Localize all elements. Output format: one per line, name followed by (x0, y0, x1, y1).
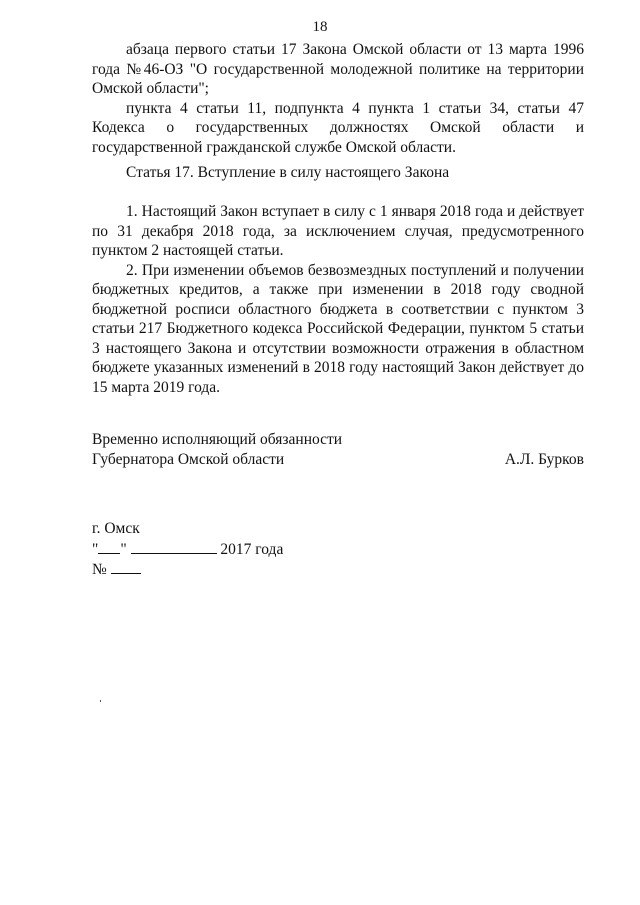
number-label: № (92, 561, 107, 578)
law-text-top (92, 40, 584, 157)
quote-open: " (92, 541, 99, 558)
day-blank (98, 539, 120, 554)
page-number: 18 (312, 19, 328, 35)
paragraph-2: пункта 4 статьи 11, подпункта 4 пункта 1 статьи 34, статьи 47 Кодекса о государственных должностях Омской области и государственной гражданской службе Омской области. (92, 99, 584, 156)
signatory-title (92, 430, 342, 469)
law-text-article (92, 202, 584, 397)
scan-speck (100, 700, 101, 702)
paragraph-3: 1. Настоящий Закон вступает в силу с 1 января 2018 года и действует по 31 декабря 2018 года, за исключением случая, предусмотренного пунктом 2 настоящей статьи. (92, 203, 584, 259)
signatory-name: А.Л. Бурков (504, 451, 584, 468)
year-text: 2017 года (220, 541, 284, 558)
date-line (92, 539, 283, 560)
article-heading: Статья 17. Вступление в силу настоящего Закона (126, 164, 450, 181)
paragraph-4: 2. При изменении объемов безвозмездных поступлений и получении бюджетных кредитов, а также при изменении в 2018 году сводной бюджетной росписи областного бюджета в соответствии с пунктом 3 статьи 217 Бюджетного кодекса Российской Федерации, пунктом 5 статьи 3 настоящего Закона и отсутствии возможности отражения в областном бюджете указанных изменений в 2018 году настоящий Закон действует до 15 марта 2019 года. (92, 261, 584, 396)
number-blank (111, 559, 141, 574)
month-blank (131, 539, 217, 554)
signatory-title-line-1: Временно исполняющий обязанности (92, 431, 343, 448)
quote-close: " (120, 541, 127, 558)
number-line (92, 559, 141, 580)
city-line: г. Омск (92, 520, 140, 537)
paragraph-1: абзаца первого статьи 17 Закона Омской области от 13 марта 1996 года №46-ОЗ "О государственной молодежной политике на территории Омской области"; (92, 41, 584, 97)
signatory-title-line-2: Губернатора Омской области (92, 450, 285, 468)
